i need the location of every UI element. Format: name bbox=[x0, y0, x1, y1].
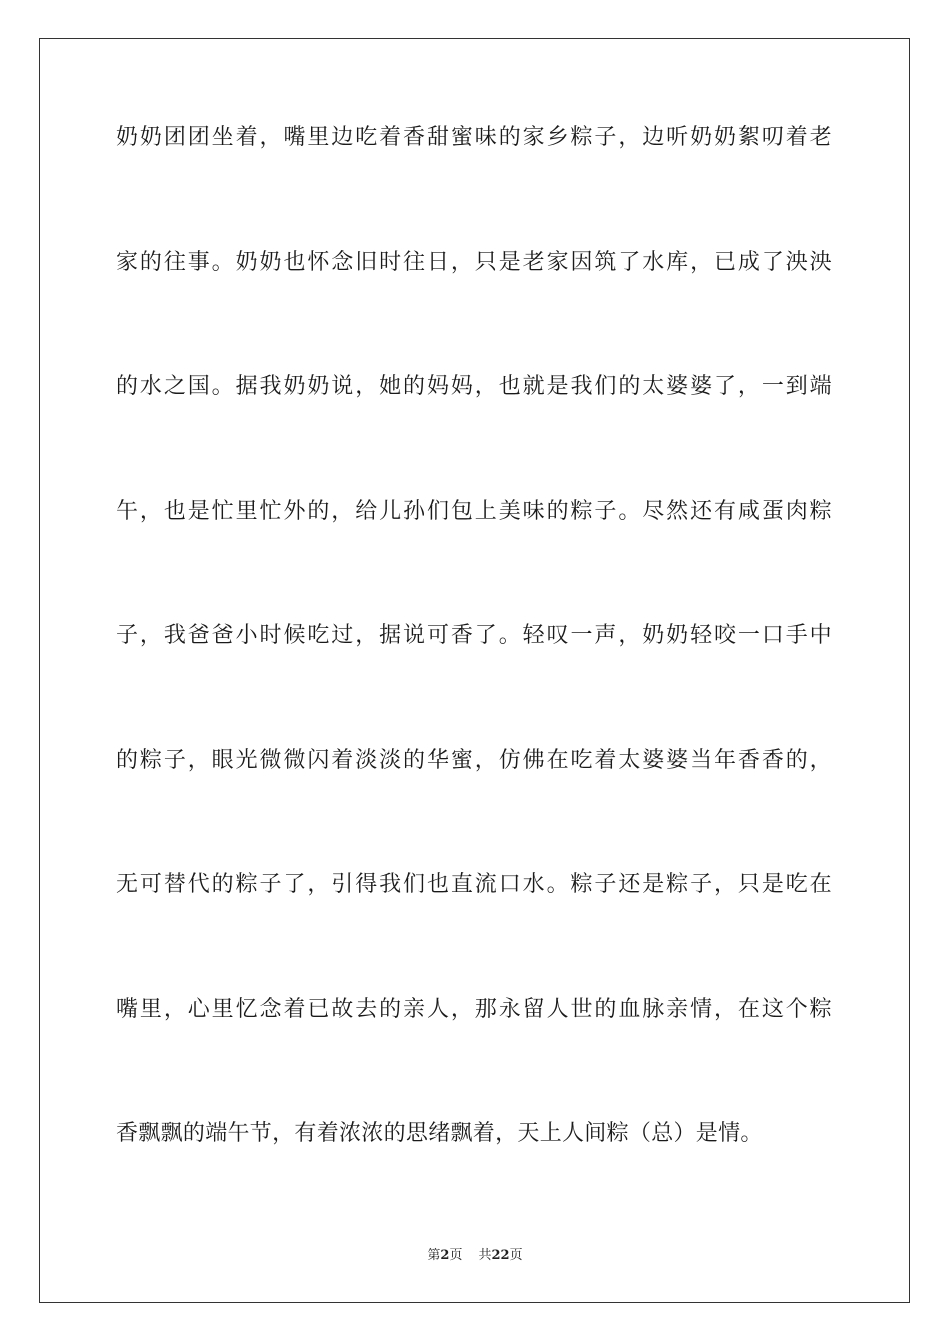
text-line-1: 奶奶团团坐着，嘴里边吃着香甜蜜味的家乡粽子，边听奶奶絮叨着老 bbox=[116, 125, 832, 150]
page-prefix: 第 bbox=[427, 1248, 441, 1263]
text-line-4: 午，也是忙里忙外的，给儿孙们包上美味的粽子。尽然还有咸蛋肉粽 bbox=[116, 498, 832, 524]
page-number: 2 bbox=[440, 1248, 450, 1263]
text-line-7: 无可替代的粽子了，引得我们也直流口水。粽子还是粽子，只是吃在 bbox=[116, 872, 832, 897]
page-footer bbox=[0, 1248, 950, 1264]
text-line-9: 香飘飘的端午节，有着浓浓的思绪飘着，天上人间粽（总）是情。 bbox=[116, 1121, 763, 1146]
total-suffix: 页 bbox=[509, 1248, 523, 1263]
page-suffix: 页 bbox=[449, 1248, 463, 1263]
total-prefix: 共 bbox=[478, 1248, 492, 1263]
text-line-6: 的粽子，眼光微微闪着淡淡的华蜜，仿佛在吃着太婆婆当年香香的， bbox=[116, 747, 832, 773]
total-pages: 22 bbox=[491, 1248, 510, 1263]
text-line-2: 家的往事。奶奶也怀念旧时往日，只是老家因筑了水库，已成了泱泱 bbox=[116, 249, 832, 275]
document-body bbox=[116, 126, 832, 1247]
text-line-5: 子，我爸爸小时候吃过，据说可香了。轻叹一声，奶奶轻咬一口手中 bbox=[116, 623, 832, 648]
text-line-3: 的水之国。据我奶奶说，她的妈妈，也就是我们的太婆婆了，一到端 bbox=[116, 374, 832, 399]
text-line-8: 嘴里，心里忆念着已故去的亲人，那永留人世的血脉亲情，在这个粽 bbox=[116, 996, 832, 1022]
